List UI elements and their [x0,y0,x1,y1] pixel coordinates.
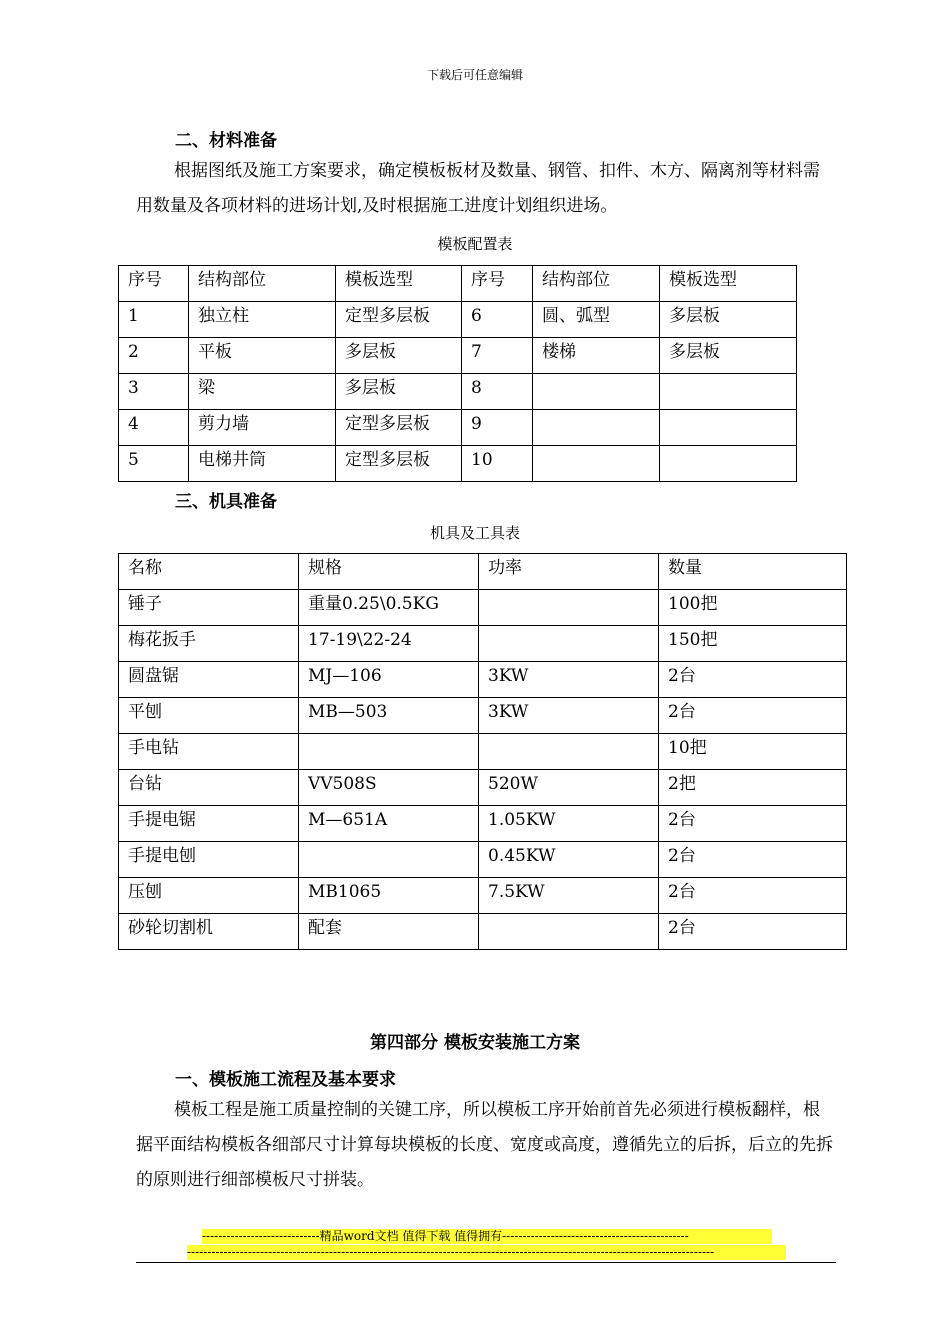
section-title-process: 一、模板施工流程及基本要求 [175,1070,396,1090]
tools-table-header-cell: 数量 [659,554,847,590]
formwork-table-row [119,446,797,482]
formwork-table-cell [660,374,797,410]
formwork-table-cell [660,410,797,446]
tools-table-cell: 2台 [659,914,847,950]
formwork-table-header-cell: 序号 [462,266,533,302]
tools-table-cell: 配套 [299,914,479,950]
formwork-table-cell: 圆、弧型 [533,302,660,338]
section-title-tools: 三、机具准备 [175,492,277,512]
tools-table-cell [299,734,479,770]
tools-table-row [119,626,847,662]
tools-table-header-cell: 规格 [299,554,479,590]
formwork-table-header-cell: 结构部位 [189,266,336,302]
tools-table-cell: 520W [479,770,659,806]
tools-table-cell: 7.5KW [479,878,659,914]
formwork-table-header-cell: 模板选型 [660,266,797,302]
tools-table-cell: 0.45KW [479,842,659,878]
formwork-table-row [119,374,797,410]
tools-table-cell: 重量0.25\0.5KG [299,590,479,626]
formwork-table-cell: 7 [462,338,533,374]
tools-table-header-cell: 功率 [479,554,659,590]
tools-table-cell: 3KW [479,698,659,734]
formwork-table-cell: 1 [119,302,189,338]
tools-table-row [119,698,847,734]
formwork-table [118,265,797,482]
tools-table-cell: MJ—106 [299,662,479,698]
footer-banner-line1: -----------------------------精品word文档 值得下载 值得拥有---------------------------------------------- [202,1229,772,1244]
formwork-table-cell: 平板 [189,338,336,374]
tools-table-cell: 砂轮切割机 [119,914,299,950]
tools-table-cell: 2台 [659,662,847,698]
tools-table-row [119,590,847,626]
tools-table-row [119,806,847,842]
formwork-table-cell: 5 [119,446,189,482]
tools-table-cell: 压刨 [119,878,299,914]
formwork-table-cell: 2 [119,338,189,374]
formwork-table-cell: 定型多层板 [336,302,462,338]
formwork-table-cell: 4 [119,410,189,446]
tools-table-cell: 平刨 [119,698,299,734]
formwork-table-caption: 模板配置表 [437,235,513,253]
formwork-table-cell: 6 [462,302,533,338]
formwork-table-cell: 多层板 [660,302,797,338]
tools-table-header-cell: 名称 [119,554,299,590]
tools-table-cell: 17-19\22-24 [299,626,479,662]
tools-table-cell: 2台 [659,842,847,878]
tools-table-cell: 锤子 [119,590,299,626]
formwork-table-cell: 定型多层板 [336,446,462,482]
tools-table-cell: 100把 [659,590,847,626]
tools-table-cell: 手提电刨 [119,842,299,878]
tools-table-cell: 台钻 [119,770,299,806]
tools-table-row [119,734,847,770]
formwork-table-cell: 10 [462,446,533,482]
section-title-materials: 二、材料准备 [175,131,277,151]
materials-paragraph: 根据图纸及施工方案要求，确定模板板材及数量、钢管、扣件、木方、隔离剂等材料需用数量及各项材料的进场计划,及时根据施工进度计划组织进场。 [136,161,820,216]
tools-table-cell: VV508S [299,770,479,806]
formwork-table-cell [660,446,797,482]
formwork-table-cell: 定型多层板 [336,410,462,446]
tools-table-cell: 1.05KW [479,806,659,842]
formwork-table-cell: 多层板 [336,338,462,374]
formwork-table-cell [533,410,660,446]
part4-title: 第四部分 模板安装施工方案 [370,1033,580,1053]
formwork-table-cell: 楼梯 [533,338,660,374]
tools-table-row [119,770,847,806]
tools-table-cell: 150把 [659,626,847,662]
tools-table-row [119,662,847,698]
tools-table-row [119,878,847,914]
tools-table-cell [479,914,659,950]
process-paragraph: 模板工程是施工质量控制的关键工序，所以模板工序开始前首先必须进行模板翻样，根据平面结构模板各细部尺寸计算每块模板的长度、宽度或高度，遵循先立的后拆，后立的先拆的原则进行细部模板尺寸拼装。 [136,1100,833,1190]
tools-table-cell [299,842,479,878]
formwork-table-cell: 独立柱 [189,302,336,338]
tools-table-cell: 2把 [659,770,847,806]
formwork-table-row [119,410,797,446]
tools-table-cell: M—651A [299,806,479,842]
formwork-table-row [119,302,797,338]
tools-table-cell: 梅花扳手 [119,626,299,662]
header-note: 下载后可任意编辑 [426,68,523,82]
tools-table-cell [479,734,659,770]
formwork-table-cell [533,446,660,482]
formwork-table-cell [533,374,660,410]
formwork-table-header-cell: 序号 [119,266,189,302]
tools-table-cell: MB1065 [299,878,479,914]
tools-table-cell [479,626,659,662]
tools-table-cell: 圆盘锯 [119,662,299,698]
tools-table-caption: 机具及工具表 [429,524,520,542]
tools-table-cell: 手提电锯 [119,806,299,842]
formwork-table-cell: 9 [462,410,533,446]
formwork-table-cell: 8 [462,374,533,410]
tools-table [118,553,847,950]
formwork-table-cell: 3 [119,374,189,410]
formwork-table-cell: 剪力墙 [189,410,336,446]
tools-table-cell [479,590,659,626]
formwork-table-header-cell: 结构部位 [533,266,660,302]
formwork-table-cell: 多层板 [336,374,462,410]
formwork-table-header-cell: 模板选型 [336,266,462,302]
tools-table-cell: 2台 [659,806,847,842]
tools-table-cell: MB—503 [299,698,479,734]
tools-table-cell: 3KW [479,662,659,698]
tools-table-header-row [119,554,847,590]
formwork-table-row [119,338,797,374]
formwork-table-cell: 梁 [189,374,336,410]
footer-rule [136,1262,836,1263]
tools-table-row [119,842,847,878]
tools-table-cell: 2台 [659,878,847,914]
footer-banner-line2: ---------------------------------------------------------------------------------------------------------------------------------- [187,1245,786,1260]
tools-table-row [119,914,847,950]
tools-table-cell: 10把 [659,734,847,770]
tools-table-cell: 2台 [659,698,847,734]
formwork-table-header-row [119,266,797,302]
tools-table-cell: 手电钻 [119,734,299,770]
formwork-table-cell: 多层板 [660,338,797,374]
formwork-table-cell: 电梯井筒 [189,446,336,482]
